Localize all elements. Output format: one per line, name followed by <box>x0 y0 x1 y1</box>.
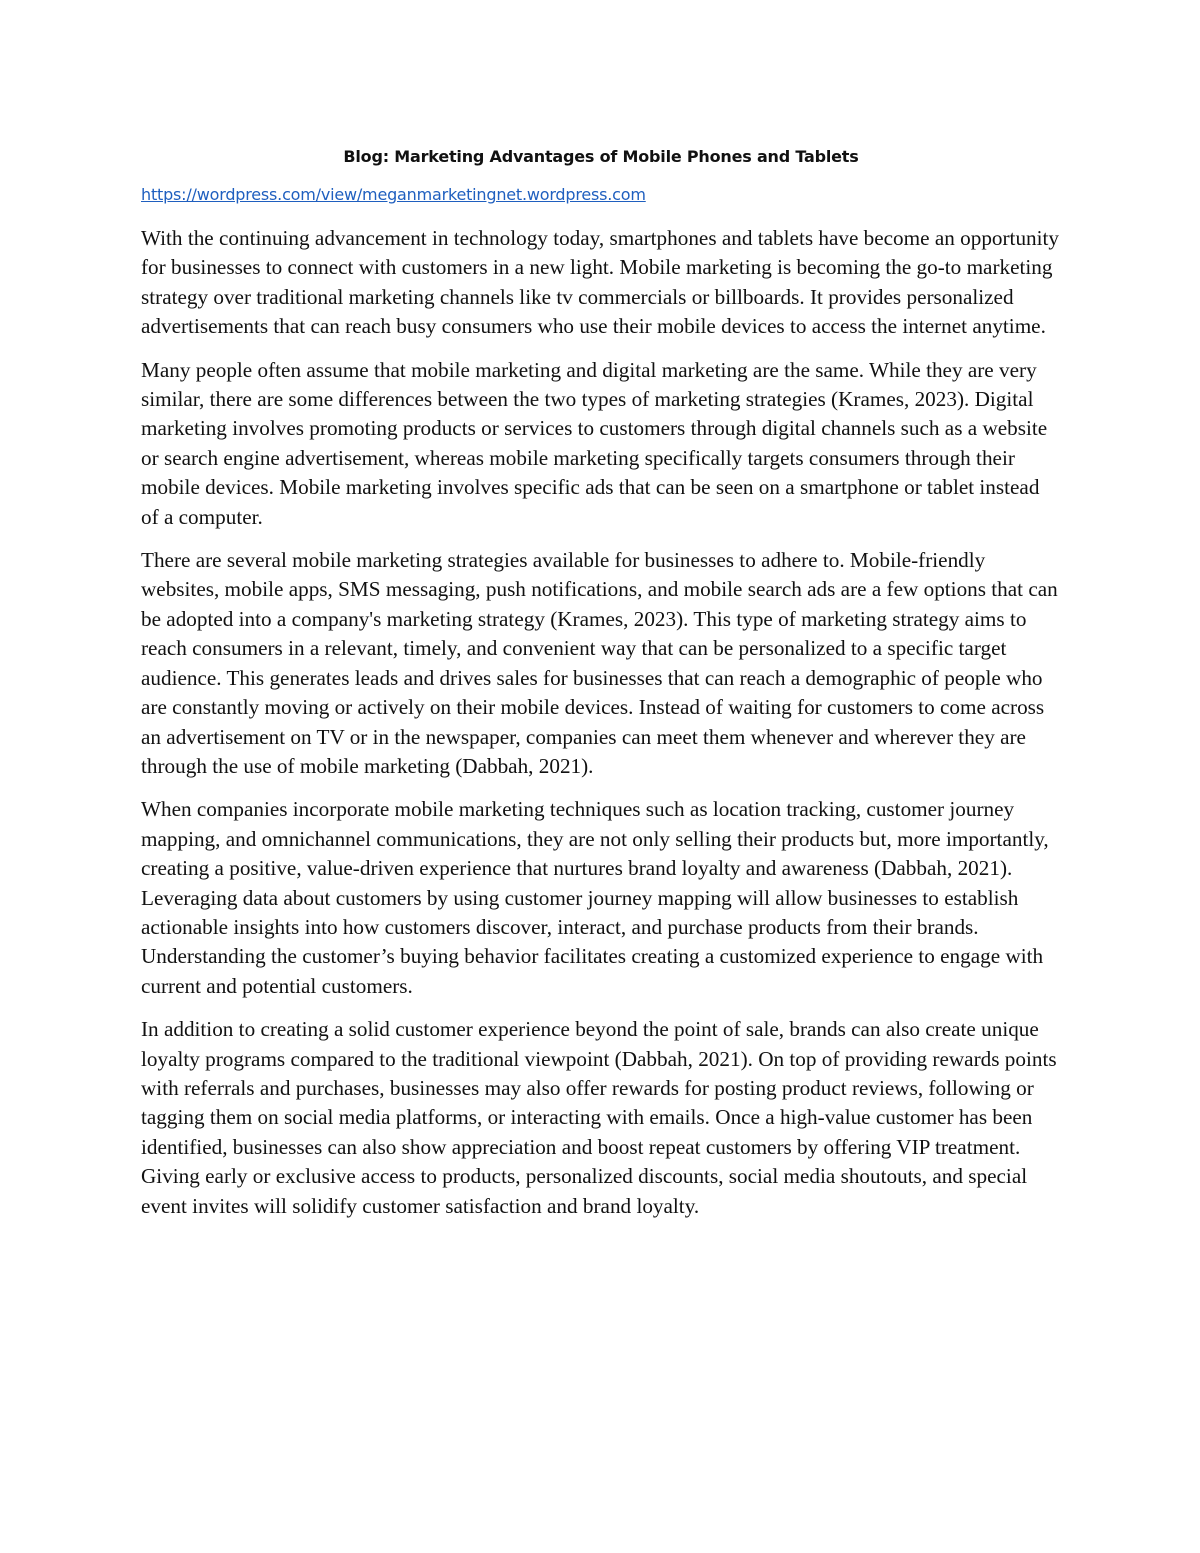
paragraph-2: Many people often assume that mobile marketing and digital marketing are the same. While they are very similar, there are some differences between the two types of marketing strategies (Krames, 2023). Digital marketing involves promoting products or services to customers through digital channels such as a website or search engine advertisement, whereas mobile marketing specifically targets consumers through their mobile devices. Mobile marketing involves specific ads that can be seen on a smartphone or tablet instead of a computer. <box>141 357 1048 529</box>
paragraph-4: When companies incorporate mobile marketing techniques such as location tracking, customer journey mapping, and omnichannel communications, they are not only selling their products but, more importantly, creating a positive, value-driven experience that nurtures brand loyalty and awareness (Dabbah, 2021). Leveraging data about customers by using customer journey mapping will allow businesses to establish actionable insights into how customers discover, interact, and purchase products from their brands. Understanding the customer’s buying behavior facilitates creating a customized experience to engage with current and potential customers. <box>141 797 1049 998</box>
blog-link[interactable]: https://wordpress.com/view/meganmarketingnet.wordpress.com <box>141 185 646 204</box>
paragraph-3: There are several mobile marketing strategies available for businesses to adhere to. Mobile-friendly websites, mobile apps, SMS messaging, push notifications, and mobile search ads are a few options that can be adopted into a company's marketing strategy (Krames, 2023). This type of marketing strategy aims to reach consumers in a relevant, timely, and convenient way that can be personalized to a specific target audience. This generates leads and drives sales for businesses that can reach a demographic of people who are constantly moving or actively on their mobile devices. Instead of waiting for customers to come across an advertisement on TV or in the newspaper, companies can meet them whenever and wherever they are through the use of mobile marketing (Dabbah, 2021). <box>141 548 1058 778</box>
document-title: Blog: Marketing Advantages of Mobile Phones and Tablets <box>343 147 859 166</box>
document-body <box>141 140 1061 1235</box>
paragraph-1: With the continuing advancement in technology today, smartphones and tablets have become an opportunity for businesses to connect with customers in a new light. Mobile marketing is becoming the go-to marketing strategy over traditional marketing channels like tv commercials or billboards. It provides personalized advertisements that can reach busy consumers who use their mobile devices to access the internet anytime. <box>141 226 1060 339</box>
paragraph-5: In addition to creating a solid customer experience beyond the point of sale, brands can also create unique loyalty programs compared to the traditional viewpoint (Dabbah, 2021). On top of providing rewards points with referrals and purchases, businesses may also offer rewards for posting product reviews, following or tagging them on social media platforms, or interacting with emails. Once a high-value customer has been identified, businesses can also show appreciation and boost repeat customers by offering VIP treatment. Giving early or exclusive access to products, personalized discounts, social media shoutouts, and special event invites will solidify customer satisfaction and brand loyalty. <box>141 1017 1057 1218</box>
